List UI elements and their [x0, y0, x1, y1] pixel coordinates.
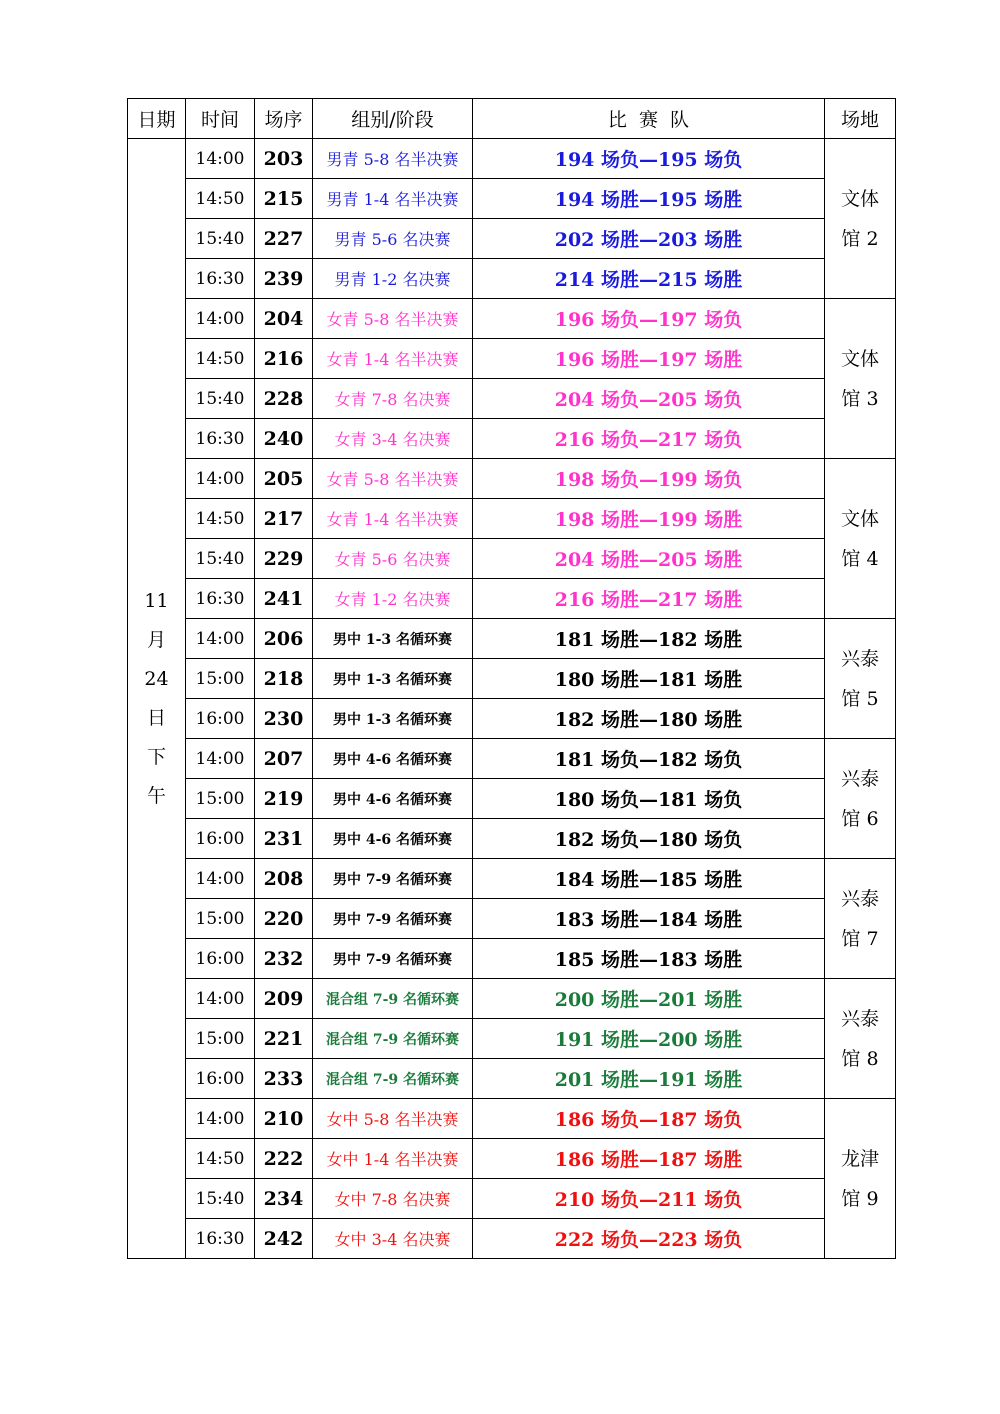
table-row [128, 1019, 896, 1059]
date-line: 日 [146, 706, 166, 729]
teams-cell: 198 场负—199 场负 [473, 459, 825, 499]
table-row [128, 779, 896, 819]
time-cell: 15:00 [186, 659, 255, 699]
teams-cell: 186 场胜—187 场胜 [473, 1139, 825, 1179]
table-row [128, 1099, 896, 1139]
table-row [128, 899, 896, 939]
seq-cell: 221 [255, 1019, 313, 1059]
time-cell: 15:00 [186, 779, 255, 819]
group-cell: 男青 5-8 名半决赛 [313, 139, 473, 179]
group-cell: 男中 7-9 名循环赛 [313, 939, 473, 979]
table-row [128, 499, 896, 539]
time-cell: 16:30 [186, 259, 255, 299]
group-cell: 男中 4-6 名循环赛 [313, 739, 473, 779]
time-cell: 15:40 [186, 1179, 255, 1219]
group-cell: 混合组 7-9 名循环赛 [313, 1059, 473, 1099]
seq-cell: 234 [255, 1179, 313, 1219]
teams-cell: 200 场胜—201 场胜 [473, 979, 825, 1019]
header-group: 组别/阶段 [313, 99, 473, 139]
header-seq: 场序 [255, 99, 313, 139]
teams-cell: 183 场胜—184 场胜 [473, 899, 825, 939]
venue-line: 馆 4 [841, 547, 879, 570]
group-cell: 男中 4-6 名循环赛 [313, 779, 473, 819]
time-cell: 14:50 [186, 1139, 255, 1179]
teams-cell: 201 场胜—191 场胜 [473, 1059, 825, 1099]
table-row [128, 859, 896, 899]
table-row [128, 139, 896, 179]
schedule-body [128, 139, 896, 1259]
venue-cell [825, 859, 896, 979]
time-cell: 14:00 [186, 979, 255, 1019]
group-cell: 男中 1-3 名循环赛 [313, 659, 473, 699]
time-cell: 14:00 [186, 459, 255, 499]
seq-cell: 228 [255, 379, 313, 419]
venue-line: 馆 3 [841, 387, 879, 410]
date-line: 11 [144, 589, 169, 612]
header-teams: 比 赛 队 [473, 99, 825, 139]
seq-cell: 242 [255, 1219, 313, 1259]
group-cell: 女中 7-8 名决赛 [313, 1179, 473, 1219]
date-line: 下 [146, 745, 166, 768]
teams-cell: 185 场胜—183 场胜 [473, 939, 825, 979]
teams-cell: 191 场胜—200 场胜 [473, 1019, 825, 1059]
teams-cell: 182 场胜—180 场胜 [473, 699, 825, 739]
seq-cell: 230 [255, 699, 313, 739]
group-cell: 男青 5-6 名决赛 [313, 219, 473, 259]
teams-cell: 186 场负—187 场负 [473, 1099, 825, 1139]
teams-cell: 216 场胜—217 场胜 [473, 579, 825, 619]
seq-cell: 231 [255, 819, 313, 859]
table-row [128, 579, 896, 619]
seq-cell: 210 [255, 1099, 313, 1139]
teams-cell: 196 场负—197 场负 [473, 299, 825, 339]
table-row [128, 339, 896, 379]
header-venue: 场地 [825, 99, 896, 139]
seq-cell: 233 [255, 1059, 313, 1099]
teams-cell: 180 场负—181 场负 [473, 779, 825, 819]
venue-line: 兴泰 [840, 887, 879, 910]
seq-cell: 203 [255, 139, 313, 179]
teams-cell: 181 场胜—182 场胜 [473, 619, 825, 659]
table-row [128, 299, 896, 339]
group-cell: 女中 1-4 名半决赛 [313, 1139, 473, 1179]
group-cell: 女青 7-8 名决赛 [313, 379, 473, 419]
time-cell: 14:50 [186, 339, 255, 379]
venue-line: 馆 9 [841, 1187, 879, 1210]
table-row [128, 459, 896, 499]
seq-cell: 218 [255, 659, 313, 699]
venue-line: 馆 5 [841, 687, 879, 710]
group-cell: 男中 7-9 名循环赛 [313, 899, 473, 939]
time-cell: 16:00 [186, 1059, 255, 1099]
seq-cell: 220 [255, 899, 313, 939]
table-row [128, 219, 896, 259]
group-cell: 男中 1-3 名循环赛 [313, 619, 473, 659]
venue-cell [825, 739, 896, 859]
venue-line: 文体 [840, 187, 879, 210]
table-row [128, 179, 896, 219]
time-cell: 14:00 [186, 1099, 255, 1139]
venue-line: 馆 8 [841, 1047, 879, 1070]
seq-cell: 219 [255, 779, 313, 819]
seq-cell: 229 [255, 539, 313, 579]
group-cell: 女青 5-8 名半决赛 [313, 299, 473, 339]
teams-cell: 214 场胜—215 场胜 [473, 259, 825, 299]
time-cell: 15:40 [186, 539, 255, 579]
group-cell: 女青 1-4 名半决赛 [313, 499, 473, 539]
seq-cell: 208 [255, 859, 313, 899]
group-cell: 女中 5-8 名半决赛 [313, 1099, 473, 1139]
seq-cell: 232 [255, 939, 313, 979]
teams-cell: 204 场胜—205 场胜 [473, 539, 825, 579]
venue-line: 兴泰 [840, 767, 879, 790]
seq-cell: 217 [255, 499, 313, 539]
seq-cell: 241 [255, 579, 313, 619]
table-row [128, 259, 896, 299]
group-cell: 男中 1-3 名循环赛 [313, 699, 473, 739]
time-cell: 15:00 [186, 1019, 255, 1059]
group-cell: 女青 5-8 名半决赛 [313, 459, 473, 499]
time-cell: 16:30 [186, 579, 255, 619]
teams-cell: 222 场负—223 场负 [473, 1219, 825, 1259]
seq-cell: 209 [255, 979, 313, 1019]
time-cell: 14:00 [186, 299, 255, 339]
time-cell: 16:30 [186, 1219, 255, 1259]
seq-cell: 216 [255, 339, 313, 379]
group-cell: 女青 1-2 名决赛 [313, 579, 473, 619]
group-cell: 男中 4-6 名循环赛 [313, 819, 473, 859]
group-cell: 女青 5-6 名决赛 [313, 539, 473, 579]
time-cell: 15:40 [186, 379, 255, 419]
venue-line: 馆 2 [841, 227, 879, 250]
table-row [128, 419, 896, 459]
seq-cell: 205 [255, 459, 313, 499]
venue-cell [825, 459, 896, 619]
group-cell: 混合组 7-9 名循环赛 [313, 1019, 473, 1059]
date-line: 24 [144, 667, 169, 690]
time-cell: 15:40 [186, 219, 255, 259]
time-cell: 14:00 [186, 859, 255, 899]
time-cell: 14:00 [186, 619, 255, 659]
teams-cell: 202 场胜—203 场胜 [473, 219, 825, 259]
teams-cell: 194 场胜—195 场胜 [473, 179, 825, 219]
time-cell: 15:00 [186, 899, 255, 939]
time-cell: 16:00 [186, 699, 255, 739]
teams-cell: 198 场胜—199 场胜 [473, 499, 825, 539]
date-line: 月 [146, 628, 166, 651]
venue-line: 馆 6 [841, 807, 879, 830]
venue-line: 兴泰 [840, 1007, 879, 1030]
table-row [128, 1139, 896, 1179]
header-time: 时间 [186, 99, 255, 139]
group-cell: 女青 3-4 名决赛 [313, 419, 473, 459]
seq-cell: 206 [255, 619, 313, 659]
group-cell: 女青 1-4 名半决赛 [313, 339, 473, 379]
table-row [128, 619, 896, 659]
group-cell: 男青 1-4 名半决赛 [313, 179, 473, 219]
venue-line: 龙津 [840, 1147, 879, 1170]
time-cell: 16:00 [186, 939, 255, 979]
seq-cell: 204 [255, 299, 313, 339]
seq-cell: 207 [255, 739, 313, 779]
table-row [128, 1059, 896, 1099]
table-row [128, 979, 896, 1019]
table-row [128, 939, 896, 979]
seq-cell: 239 [255, 259, 313, 299]
seq-cell: 240 [255, 419, 313, 459]
seq-cell: 215 [255, 179, 313, 219]
group-cell: 男青 1-2 名决赛 [313, 259, 473, 299]
venue-line: 文体 [840, 347, 879, 370]
group-cell: 女中 3-4 名决赛 [313, 1219, 473, 1259]
time-cell: 14:50 [186, 179, 255, 219]
teams-cell: 204 场负—205 场负 [473, 379, 825, 419]
venue-cell [825, 299, 896, 459]
teams-cell: 216 场负—217 场负 [473, 419, 825, 459]
header-date: 日期 [128, 99, 186, 139]
seq-cell: 227 [255, 219, 313, 259]
teams-cell: 181 场负—182 场负 [473, 739, 825, 779]
venue-line: 兴泰 [840, 647, 879, 670]
header-row [128, 99, 896, 139]
table-row [128, 539, 896, 579]
table-row [128, 819, 896, 859]
time-cell: 14:50 [186, 499, 255, 539]
venue-line: 文体 [840, 507, 879, 530]
seq-cell: 222 [255, 1139, 313, 1179]
teams-cell: 196 场胜—197 场胜 [473, 339, 825, 379]
venue-cell [825, 979, 896, 1099]
group-cell: 混合组 7-9 名循环赛 [313, 979, 473, 1019]
venue-cell [825, 619, 896, 739]
venue-line: 馆 7 [841, 927, 879, 950]
schedule-table [127, 98, 896, 1259]
venue-cell [825, 1099, 896, 1259]
time-cell: 16:30 [186, 419, 255, 459]
date-cell [128, 139, 186, 1259]
venue-cell [825, 139, 896, 299]
group-cell: 男中 7-9 名循环赛 [313, 859, 473, 899]
teams-cell: 180 场胜—181 场胜 [473, 659, 825, 699]
teams-cell: 184 场胜—185 场胜 [473, 859, 825, 899]
teams-cell: 182 场负—180 场负 [473, 819, 825, 859]
time-cell: 14:00 [186, 739, 255, 779]
table-row [128, 659, 896, 699]
table-row [128, 739, 896, 779]
time-cell: 16:00 [186, 819, 255, 859]
date-line: 午 [146, 784, 166, 807]
time-cell: 14:00 [186, 139, 255, 179]
table-row [128, 1179, 896, 1219]
table-row [128, 1219, 896, 1259]
table-row [128, 379, 896, 419]
table-row [128, 699, 896, 739]
teams-cell: 210 场负—211 场负 [473, 1179, 825, 1219]
teams-cell: 194 场负—195 场负 [473, 139, 825, 179]
